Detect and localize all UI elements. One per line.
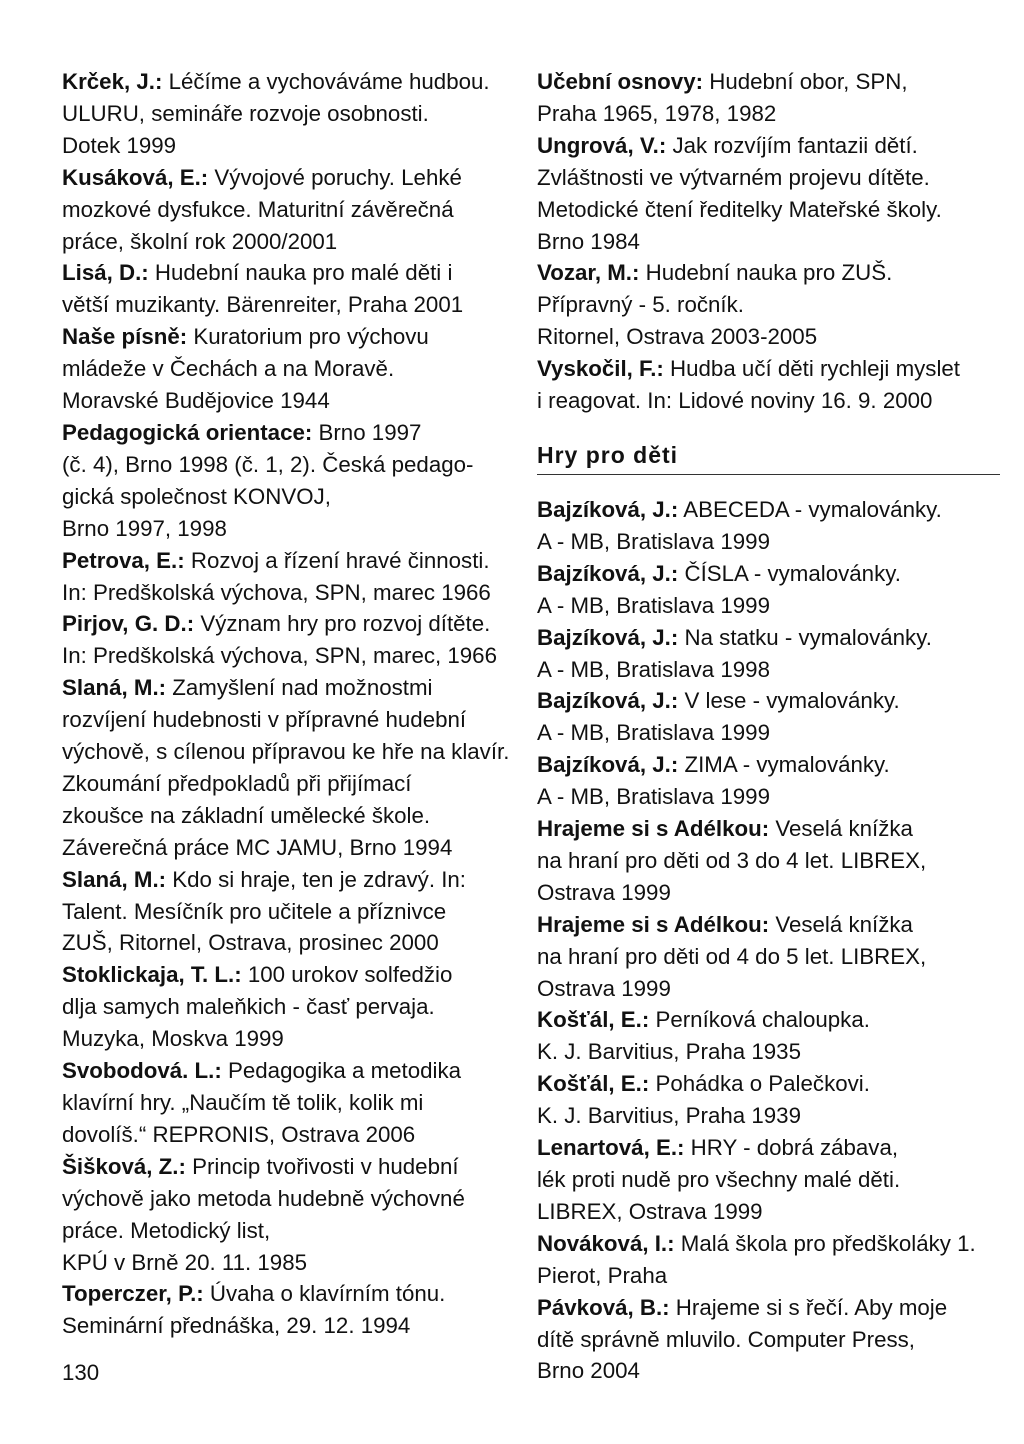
bibliography-entry [537, 353, 987, 417]
entry-author: Bajzíková, J.: [537, 560, 679, 586]
entry-text-line: ČÍSLA - vymalovánky. [678, 560, 901, 586]
bibliography-entry [537, 257, 987, 353]
entry-author: Ungrová, V.: [537, 132, 667, 158]
left-column [62, 66, 522, 1342]
entry-text-line: Veselá knížka [769, 816, 913, 842]
entry-text-line: zkoušce na základní umělecké škole. [62, 802, 431, 828]
entry-text-line: Brno 2004 [537, 1358, 640, 1384]
bibliography-entry [537, 813, 987, 909]
entry-text-line: Veselá knížka [769, 911, 913, 937]
entry-text-line: gická společnost KONVOJ, [62, 483, 331, 509]
entry-text-line: Zkoumání předpokladů při přijímací [62, 770, 412, 796]
entry-text-line: Perníková chaloupka. [649, 1007, 870, 1033]
entry-text-line: lék proti nudě pro všechny malé děti. [537, 1167, 901, 1192]
entry-text-line: mládeže v Čechách a na Moravě. [62, 356, 395, 382]
bibliography-entry [62, 1151, 522, 1279]
entry-text-line: Vývojové poruchy. Lehké [208, 164, 462, 190]
entry-text-line: Zamyšlení nad možnostmi [166, 675, 433, 701]
entry-text-line: Brno 1984 [537, 228, 640, 254]
entry-text-line: KPÚ v Brně 20. 11. 1985 [62, 1249, 308, 1275]
entry-author: Slaná, M.: [62, 866, 167, 892]
entry-author: Košťál, E.: [537, 1071, 650, 1097]
entry-text-line: A - MB, Bratislava 1999 [537, 784, 770, 810]
entry-text-line: klavírní hry. „Naučím tě tolik, kolik mi [62, 1090, 424, 1115]
entry-text-line: 100 urokov solfedžio [241, 962, 453, 988]
entry-text-line: A - MB, Bratislava 1999 [537, 528, 770, 554]
bibliography-entry [537, 1292, 987, 1388]
bibliography-entry [537, 558, 987, 622]
entry-text-line: práce, školní rok 2000/2001 [62, 228, 338, 254]
bibliography-entry [62, 959, 522, 1055]
bibliography-entry [62, 1055, 522, 1151]
entry-text-line: (č. 4), Brno 1998 (č. 1, 2). Česká pedago- [62, 451, 474, 477]
entry-text-line: Zvláštnosti ve výtvarném projevu dítěte. [537, 164, 930, 190]
bibliography-entry [537, 749, 987, 813]
entry-text-line: ZIMA - vymalovánky. [678, 752, 890, 778]
entry-text-line: Ritornel, Ostrava 2003-2005 [537, 324, 818, 350]
entry-text-line: ZUŠ, Ritornel, Ostrava, prosinec 2000 [62, 930, 439, 956]
entry-text-line: LIBREX, Ostrava 1999 [537, 1198, 763, 1224]
bibliography-entry [62, 608, 522, 672]
bibliography-entry [62, 864, 522, 960]
entry-text-line: Metodické čtení ředitelky Mateřské školy. [537, 196, 942, 222]
entry-text-line: Dotek 1999 [62, 132, 177, 158]
entry-author: Stoklickaja, T. L.: [62, 962, 242, 988]
entry-text-line: Ostrava 1999 [537, 879, 671, 905]
bibliography-entry [537, 1068, 987, 1132]
entry-author: Vyskočil, F.: [537, 356, 664, 382]
entry-author: Bajzíková, J.: [537, 496, 679, 522]
right-column-top-entries [537, 66, 987, 417]
entry-text-line: i reagovat. In: Lidové noviny 16. 9. 2000 [537, 388, 933, 414]
entry-author: Nováková, I.: [537, 1230, 675, 1256]
entry-text-line: Brno 1997, 1998 [62, 515, 227, 541]
entry-text-line: na hraní pro děti od 3 do 4 let. LIBREX, [537, 847, 927, 873]
entry-text-line: dlja samych maleňkich - časť pervaja. [62, 994, 435, 1020]
bibliography-entry [62, 257, 522, 321]
entry-author: Učební osnovy: [537, 69, 704, 94]
entry-author: Bajzíková, J.: [537, 624, 679, 650]
bibliography-entry [537, 494, 987, 558]
entry-text-line: dítě správně mluvilo. Computer Press, [537, 1326, 915, 1352]
entry-author: Kusáková, E.: [62, 164, 209, 190]
entry-author: Košťál, E.: [537, 1007, 650, 1033]
entry-text-line: Hudba učí děti rychleji myslet [663, 356, 961, 382]
bibliography-entry [537, 909, 987, 1005]
entry-author: Pedagogická orientace: [62, 419, 313, 445]
bibliography-entry [62, 545, 522, 609]
bibliography-entry [537, 66, 987, 130]
entry-author: Toperczer, P.: [62, 1281, 204, 1307]
entry-text-line: Hrajeme si s řečí. Aby moje [669, 1294, 948, 1320]
entry-text-line: Ostrava 1999 [537, 975, 671, 1001]
entry-text-line: Jak rozvíjím fantazii dětí. [666, 132, 918, 158]
bibliography-entry [537, 1004, 987, 1068]
bibliography-entry [62, 321, 522, 417]
entry-text-line: ULURU, semináře rozvoje osobnosti. [62, 100, 429, 126]
entry-author: Šišková, Z.: [62, 1153, 186, 1179]
entry-text-line: In: Predškolská výchova, SPN, marec, 1966 [62, 643, 497, 669]
entry-text-line: práce. Metodický list, [62, 1217, 271, 1243]
entry-author: Vozar, M.: [537, 260, 640, 286]
entry-text-line: Princip tvořivosti v hudební [185, 1153, 459, 1179]
entry-text-line: Význam hry pro rozvoj dítěte. [194, 611, 491, 637]
entry-author: Naše písně: [62, 324, 188, 350]
entry-text-line: Léčíme a vychováváme hudbou. [162, 69, 490, 94]
entry-text-line: výchově, s cílenou přípravou ke hře na klavír. [62, 739, 510, 765]
entry-author: Hrajeme si s Adélkou: [537, 816, 770, 842]
entry-text-line: Muzyka, Moskva 1999 [62, 1026, 284, 1052]
page-number: 130 [62, 1360, 100, 1385]
entry-text-line: Na statku - vymalovánky. [678, 624, 932, 650]
bibliography-entry [62, 162, 522, 258]
entry-text-line: HRY - dobrá zábava, [684, 1135, 899, 1161]
entry-text-line: Rozvoj a řízení hravé činnosti. [184, 547, 490, 573]
bibliography-entry [537, 1132, 987, 1228]
entry-text-line: In: Predškolská výchova, SPN, marec 1966 [62, 579, 491, 605]
entry-author: Svobodová. L.: [62, 1058, 222, 1084]
entry-text-line: ABECEDA - vymalovánky. [678, 496, 942, 522]
bibliography-entry [62, 672, 522, 863]
entry-author: Lenartová, E.: [537, 1135, 685, 1161]
entry-author: Slaná, M.: [62, 675, 167, 701]
entry-text-line: Přípravný - 5. ročník. [537, 292, 744, 318]
entry-text-line: Talent. Mesíčník pro učitele a příznivce [62, 898, 447, 924]
entry-text-line: K. J. Barvitius, Praha 1935 [537, 1039, 801, 1065]
entry-text-line: Praha 1965, 1978, 1982 [537, 100, 777, 126]
right-column-bottom-entries [537, 494, 987, 1387]
entry-text-line: V lese - vymalovánky. [678, 688, 900, 714]
entry-text-line: A - MB, Bratislava 1999 [537, 592, 770, 618]
entry-author: Pávková, B.: [537, 1294, 670, 1320]
entry-text-line: Pedagogika a metodika [221, 1058, 462, 1084]
bibliography-entry [537, 130, 987, 258]
entry-author: Bajzíková, J.: [537, 688, 679, 714]
entry-author: Pirjov, G. D.: [62, 611, 195, 637]
bibliography-entry [62, 417, 522, 545]
entry-text-line: rozvíjení hudebnosti v přípravné hudební [62, 707, 467, 733]
entry-text-line: Malá škola pro předškoláky 1. [674, 1230, 976, 1256]
entry-text-line: K. J. Barvitius, Praha 1939 [537, 1103, 801, 1129]
bibliography-entry [537, 685, 987, 749]
entry-text-line: Pierot, Praha [537, 1262, 668, 1288]
entry-text-line: Kuratorium pro výchovu [187, 324, 429, 350]
entry-text-line: A - MB, Bratislava 1998 [537, 656, 770, 682]
entry-text-line: A - MB, Bratislava 1999 [537, 720, 770, 746]
entry-author: Lisá, D.: [62, 260, 149, 286]
entry-text-line: na hraní pro děti od 4 do 5 let. LIBREX, [537, 943, 927, 969]
entry-text-line: Brno 1997 [312, 419, 422, 445]
entry-text-line: výchově jako metoda hudebně výchovné [62, 1185, 465, 1211]
right-column [537, 66, 987, 1387]
entry-author: Hrajeme si s Adélkou: [537, 911, 770, 937]
entry-text-line: dovolíš.“ REPRONIS, Ostrava 2006 [62, 1121, 416, 1147]
entry-text-line: mozkové dysfukce. Maturitní závěrečná [62, 196, 454, 222]
entry-text-line: Seminární přednáška, 29. 12. 1994 [62, 1313, 411, 1339]
entry-text-line: Pohádka o Palečkovi. [649, 1071, 870, 1097]
bibliography-entry [537, 622, 987, 686]
entry-author: Bajzíková, J.: [537, 752, 679, 778]
entry-text-line: Záverečná práce MC JAMU, Brno 1994 [62, 834, 453, 860]
entry-text-line: Moravské Budějovice 1944 [62, 388, 330, 414]
section-heading: Hry pro děti [537, 417, 1000, 475]
entry-text-line: Hudební nauka pro malé děti i [148, 260, 453, 286]
entry-text-line: Kdo si hraje, ten je zdravý. In: [166, 866, 466, 892]
bibliography-entry [62, 66, 522, 162]
bibliography-entry [62, 1278, 522, 1342]
entry-text-line: Úvaha o klavírním tónu. [203, 1281, 446, 1307]
entry-text-line: Hudební nauka pro ZUŠ. [639, 260, 893, 286]
entry-text-line: Hudební obor, SPN, [703, 69, 908, 94]
entry-author: Krček, J.: [62, 69, 163, 94]
entry-text-line: větší muzikanty. Bärenreiter, Praha 2001 [62, 292, 464, 318]
bibliography-entry [537, 1228, 987, 1292]
entry-author: Petrova, E.: [62, 547, 185, 573]
